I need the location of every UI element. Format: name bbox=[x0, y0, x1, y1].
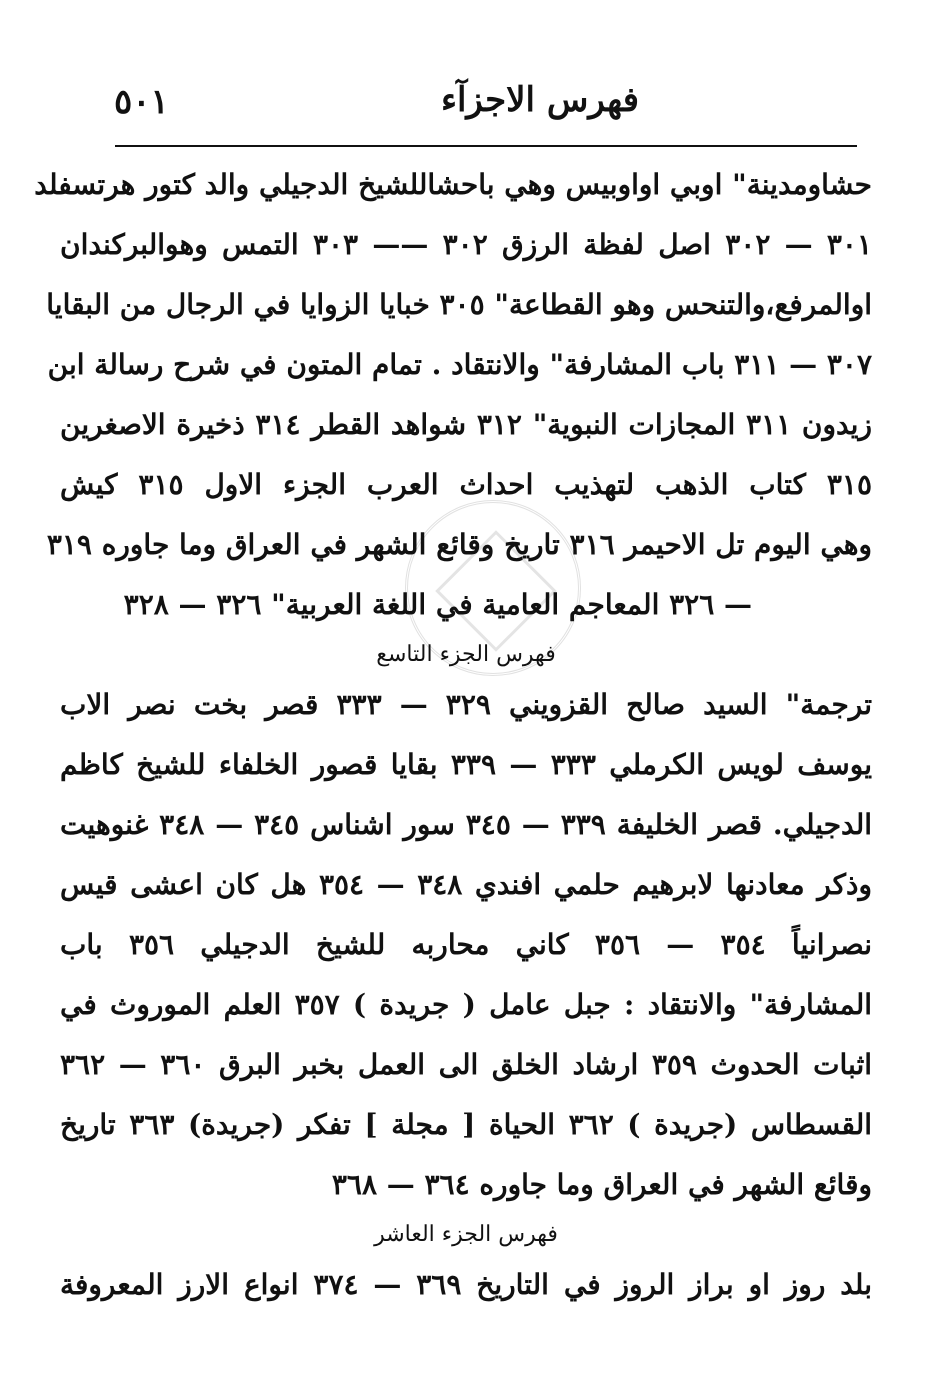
index-line: وذكر معادنها لابرهيم حلمي افندي ٣٤٨ — ٣٥٤ هل كان اعشى قيس bbox=[60, 868, 872, 901]
index-line: وقائع الشهر في العراق وما جاوره ٣٦٤ — ٣٦٨ bbox=[331, 1168, 872, 1201]
running-title: فهرس الاجزآء bbox=[440, 80, 640, 120]
page-number: ٥٠١ bbox=[114, 82, 169, 122]
page-header bbox=[100, 72, 867, 132]
index-line: ٣٠٧ — ٣١١ باب المشارفة" والانتقاد . تمام المتون في شرح رسالة ابن bbox=[47, 348, 872, 381]
index-line: زيدون ٣١١ المجازات النبوية" ٣١٢ شواهد القطر ٣١٤ ذخيرة الاصغرين bbox=[60, 408, 872, 441]
section-heading-ninth: فهرس الجزء التاسع bbox=[376, 642, 556, 667]
index-line: الدجيلي. قصر الخليفة ٣٣٩ — ٣٤٥ سور اشناس ٣٤٥ — ٣٤٨ غنوهيت bbox=[60, 808, 873, 841]
section-heading-tenth: فهرس الجزء العاشر bbox=[374, 1222, 558, 1247]
index-line: بلد روز او براز الروز في التاريخ ٣٦٩ — ٣٧٤ انواع الارز المعروفة bbox=[60, 1268, 872, 1301]
header-divider bbox=[115, 145, 857, 147]
index-line: القسطاس (جريدة ) ٣٦٢ الحياة [ مجلة ] تفكر (جريدة) ٣٦٣ تاريخ bbox=[60, 1108, 873, 1141]
index-line: وهي اليوم تل الاحيمر ٣١٦ تاريخ وقائع الشهر في العراق وما جاوره ٣١٩ bbox=[46, 528, 872, 561]
index-line: اثبات الحدوث ٣٥٩ ارشاد الخلق الى العمل بخبر البرق ٣٦٠ — ٣٦٢ bbox=[60, 1048, 873, 1081]
index-line: نصرانياً ٣٥٤ — ٣٥٦ كاني محاربه للشيخ الدجيلي ٣٥٦ باب bbox=[60, 928, 872, 961]
index-line: ترجمة" السيد صالح القزويني ٣٢٩ — ٣٣٣ قصر بخت نصر الاب bbox=[60, 688, 872, 721]
index-line: ٣٠١ — ٣٠٢ اصل لفظة الرزق ٣٠٢ —— ٣٠٣ التمس وهوالبركندان bbox=[60, 228, 873, 261]
index-line: حشاومدينة" اوبي اواوبيس وهي باحشاللشيخ الدجيلي والد كتور هرتسفلد bbox=[34, 168, 872, 201]
index-body bbox=[34, 155, 873, 1315]
index-line: — ٣٢٦ المعاجم العامية في اللغة العربية" ٣٢٦ — ٣٢٨ bbox=[123, 588, 752, 621]
index-line: اوالمرفع،والتنحس وهو القطاعة" ٣٠٥ خبايا الزوايا في الرجال من البقايا bbox=[46, 288, 872, 321]
index-line: ٣١٥ كتاب الذهب لتهذيب احداث العرب الجزء الاول ٣١٥ كيش bbox=[60, 468, 872, 501]
index-line: المشارفة" والانتقاد : جبل عامل ( جريدة ) ٣٥٧ العلم الموروث في bbox=[60, 988, 873, 1021]
index-line: يوسف لويس الكرملي ٣٣٣ — ٣٣٩ بقايا قصور الخلفاء للشيخ كاظم bbox=[60, 748, 872, 781]
